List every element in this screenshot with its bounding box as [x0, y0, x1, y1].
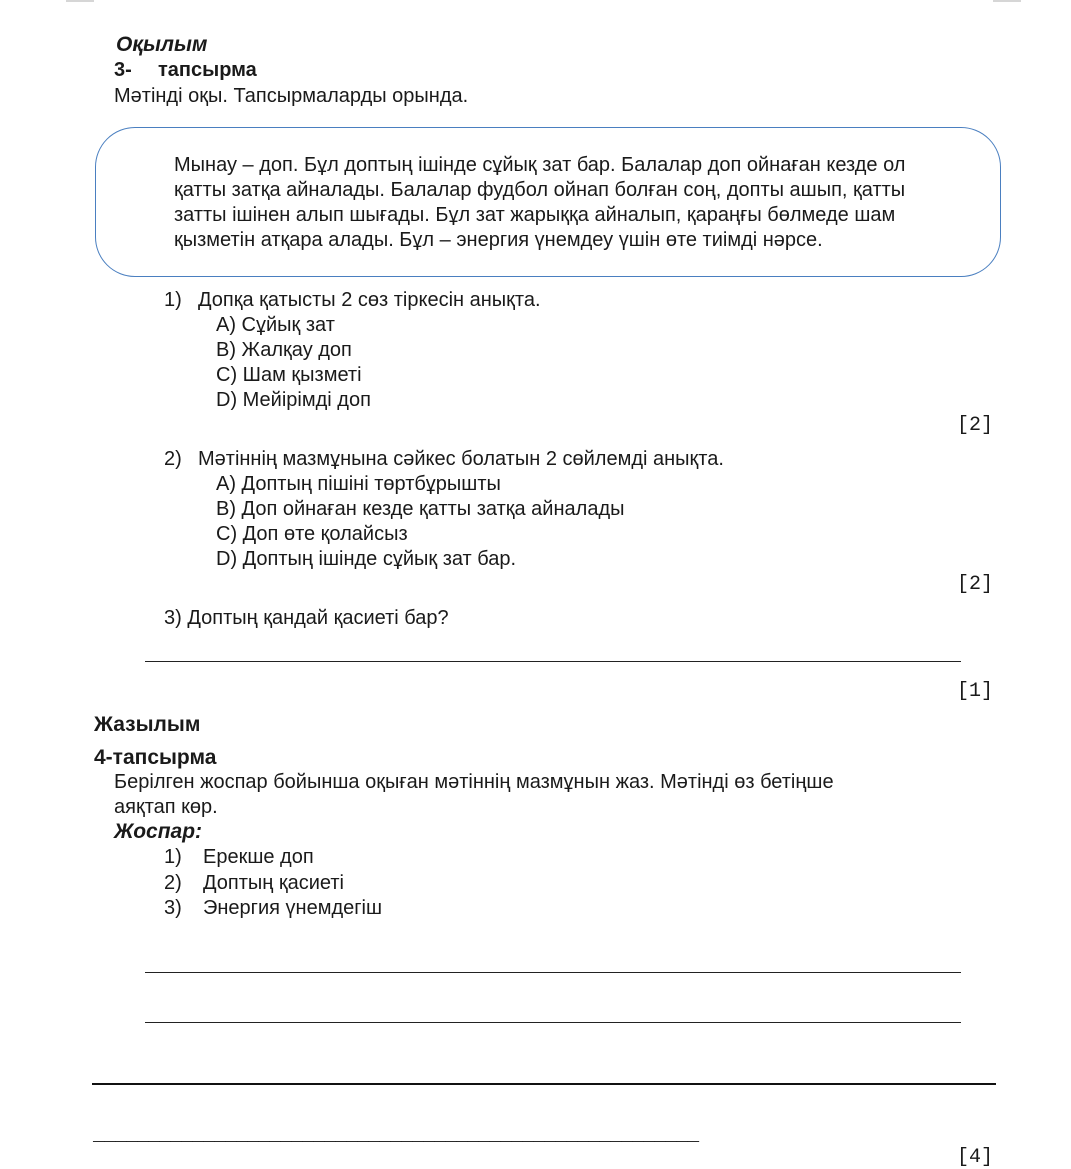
q1-option-d: D) Мейірімді доп [216, 389, 371, 411]
writing-answer-line[interactable] [92, 1083, 996, 1085]
writing-section-title: Жазылым [94, 713, 201, 736]
passage-line: қызметін атқара алады. Бұл – энергия үнемдеу үшін өте тиімді нәрсе. [174, 229, 823, 251]
plan-item-number: 2) [164, 872, 182, 894]
q1-option-a: A) Сұйық зат [216, 314, 335, 336]
q1-option-b: B) Жалқау доп [216, 339, 352, 361]
task3-label: тапсырма [158, 59, 257, 81]
q2-text: Мәтіннің мазмұнына сәйкес болатын 2 сөйлемді анықта. [198, 448, 724, 470]
passage-line: қатты затқа айналады. Балалар фудбол ойнап болған соң, допты ашып, қатты [174, 179, 906, 201]
page-corner-mark [993, 0, 1021, 2]
plan-label: Жоспар: [114, 820, 203, 843]
passage-line: Мынау – доп. Бұл доптың ішінде сұйық зат бар. Балалар доп ойнаған кезде ол [174, 154, 906, 176]
q1-score: [2] [956, 414, 993, 437]
task4-score: [4] [956, 1146, 993, 1169]
plan-item-text: Энергия үнемдегіш [203, 897, 383, 919]
task4-instruction-line: Берілген жоспар бойынша оқыған мәтіннің мазмұнын жаз. Мәтінді өз бетіңше [114, 771, 834, 793]
q2-number: 2) [164, 448, 182, 470]
plan-item-number: 1) [164, 846, 182, 868]
q3-text: 3) Доптың қандай қасиеті бар? [164, 607, 449, 629]
passage-line: затты ішінен алып шығады. Бұл зат жарыққа айналып, қараңғы бөлмеде шам [174, 204, 896, 226]
task4-instruction-line: аяқтап көр. [114, 796, 218, 818]
q2-option-d: D) Доптың ішінде сұйық зат бар. [216, 548, 517, 570]
q2-option-a: A) Доптың пішіні төртбұрышты [216, 473, 501, 495]
plan-item-text: Ерекше доп [203, 846, 314, 868]
passage-text [174, 153, 994, 253]
page-corner-mark [66, 0, 94, 2]
q1-option-c: C) Шам қызметі [216, 364, 362, 386]
plan-item-text: Доптың қасиеті [203, 872, 344, 894]
task4-title: 4-тапсырма [94, 746, 217, 769]
q2-score: [2] [956, 573, 993, 596]
q3-answer-line[interactable] [145, 661, 961, 662]
task3-number: 3- [114, 59, 132, 81]
q1-number: 1) [164, 289, 182, 311]
q2-option-c: C) Доп өте қолайсыз [216, 523, 408, 545]
writing-dashed-line[interactable]: _______________________________________________________ [93, 1124, 699, 1147]
writing-answer-line[interactable] [145, 1022, 961, 1023]
reading-section-title: Оқылым [116, 33, 208, 56]
plan-item-number: 3) [164, 897, 182, 919]
q2-option-b: B) Доп ойнаған кезде қатты затқа айналады [216, 498, 625, 520]
writing-answer-line[interactable] [145, 972, 961, 973]
q3-score: [1] [956, 680, 993, 703]
task3-instruction: Мәтінді оқы. Тапсырмаларды орында. [114, 85, 469, 107]
q1-text: Допқа қатысты 2 сөз тіркесін анықта. [198, 289, 541, 311]
